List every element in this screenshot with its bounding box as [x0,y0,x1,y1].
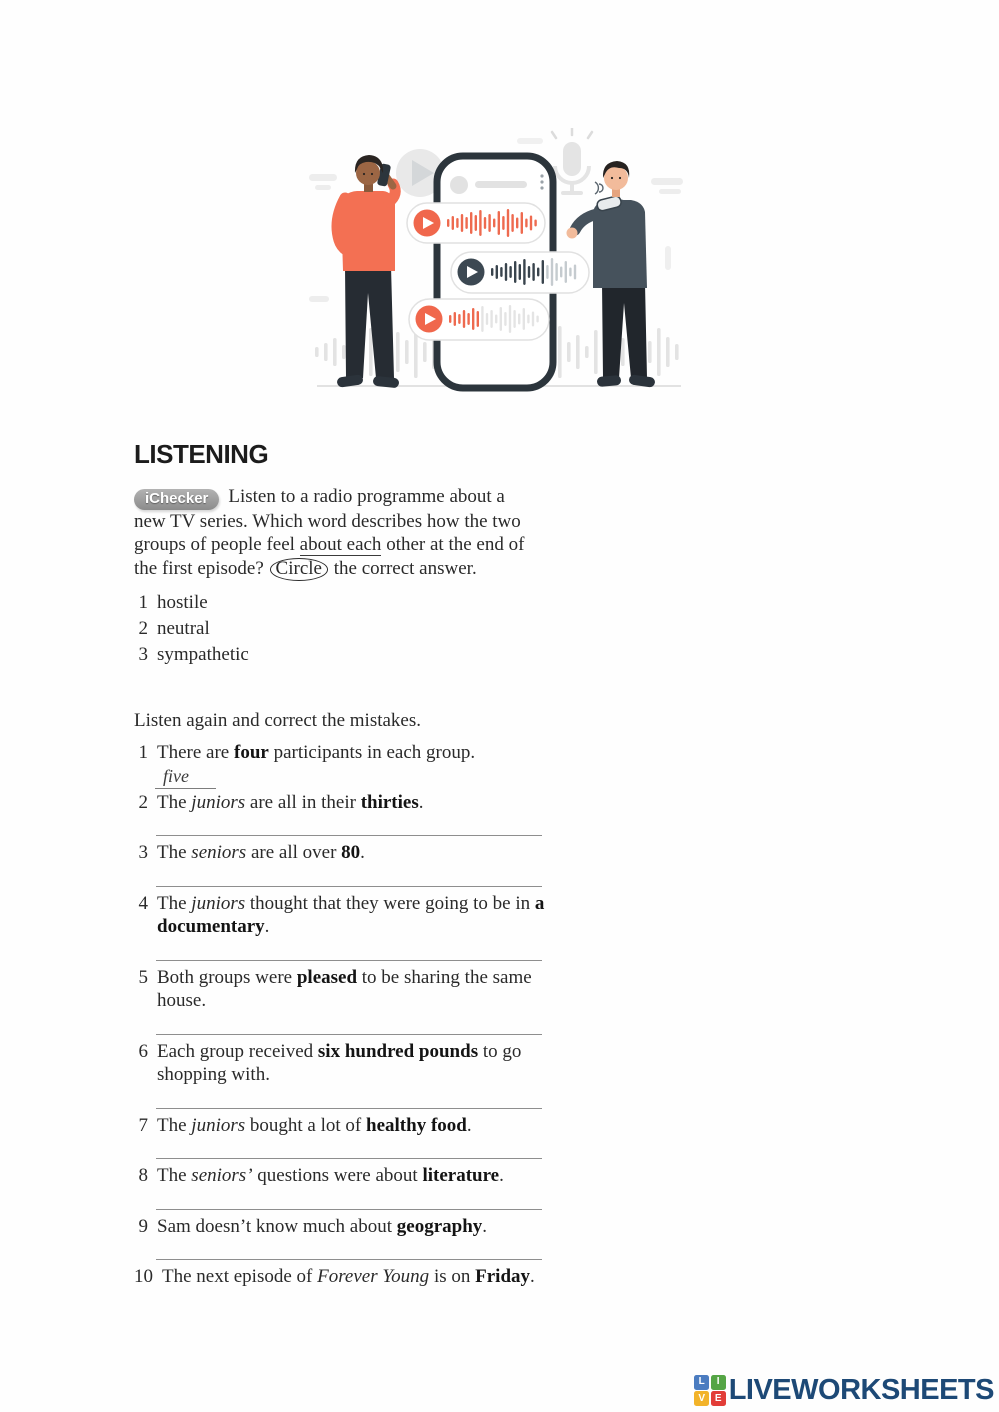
correction-item [134,966,546,1038]
text-segment: 80 [341,842,361,864]
exercise1-instructions [134,485,536,581]
liveworksheets-logo[interactable] [694,1374,994,1407]
kebab-menu-icon [540,174,543,189]
item-text [157,966,546,1038]
text-segment: healthy food [366,1114,467,1136]
item-number: 7 [138,1114,148,1136]
text-segment: to be sharing the same house. [157,966,532,1012]
voice-messages-illustration [309,128,689,398]
text-segment: The next episode of [162,1266,318,1288]
text-segment: literature [422,1165,500,1187]
answer-line[interactable] [156,1259,542,1260]
text-segment: Friday [475,1266,531,1288]
correction-item [134,1164,546,1213]
correction-item [134,1265,546,1289]
answer-line[interactable] [156,835,542,836]
text-segment: . [418,791,424,813]
voice-message-bubble-3 [409,299,549,340]
item-number: 4 [138,892,148,914]
correction-item [134,741,546,789]
text-segment: . [264,916,270,938]
ichecker-badge: iChecker [134,489,219,510]
text-segment: four [234,742,269,764]
text-segment: juniors [191,1114,246,1136]
text-segment: participants in each group. [268,742,476,764]
logo-square-l: L [694,1375,709,1390]
text-segment: . [360,842,365,864]
option-row[interactable] [134,616,546,642]
text-segment: bought a lot of [245,1114,367,1136]
answer-line[interactable] [156,1209,542,1210]
item-number: 8 [138,1165,148,1187]
text-segment: . [482,1215,488,1237]
logo-square-i: I [711,1375,726,1390]
text-segment: seniors’ [191,1165,253,1187]
text-segment: thirties [360,791,419,813]
text-segment: The [157,791,192,813]
correction-item [134,841,546,890]
sound-waves-icon [595,182,603,194]
item-text [157,892,546,964]
text-segment: the correct answer. [328,557,477,579]
answer-line-filled[interactable]: five [155,765,216,789]
option-label[interactable]: neutral [157,617,210,639]
answer-line[interactable] [156,1034,542,1035]
item-number: 5 [138,966,148,988]
voice-messages-svg [309,128,689,398]
item-number: 10 [134,1266,153,1288]
text-segment: thought that they were going to be in [245,892,535,914]
liveworksheets-brand-text: LIVEWORKSHEETS [728,1374,994,1406]
correction-item [134,1215,546,1264]
option-label[interactable]: sympathetic [157,643,249,665]
correction-item [134,1114,546,1163]
text-segment: questions were about [252,1165,423,1187]
circled-word: Circle [270,558,328,581]
text-segment: geography [396,1215,483,1237]
answer-line[interactable] [156,1108,542,1109]
text-segment: . [530,1266,535,1288]
item-text [157,1114,546,1163]
item-text [157,1040,546,1112]
item-text [157,841,546,890]
answer-options-list [134,590,546,668]
logo-square-e: E [711,1391,726,1406]
option-row[interactable] [134,590,546,616]
text-segment: Sam doesn’t know much about [157,1215,397,1237]
microphone-icon [552,128,592,193]
voice-message-bubble-2 [451,252,589,293]
correction-item [134,1040,546,1112]
text-segment: The [157,892,192,914]
option-row[interactable] [134,642,546,668]
text-segment: juniors [191,892,246,914]
avatar [450,176,468,194]
item-text [157,1215,546,1264]
option-number: 1 [138,591,148,613]
correction-item [134,892,546,964]
text-segment: juniors [191,791,246,813]
option-number: 3 [138,643,148,665]
answer-line[interactable] [156,960,542,961]
text-segment: The [157,1165,192,1187]
item-number: 6 [138,1040,148,1062]
item-text [157,791,546,840]
section-heading: LISTENING [134,439,269,469]
text-segment: . [499,1165,504,1187]
text-segment: to go shopping with. [157,1040,522,1086]
item-text [162,1265,546,1289]
worksheet-content [134,440,546,1291]
text-segment: other at the end of the first episode? [134,534,525,579]
option-number: 2 [138,617,148,639]
text-segment: The [157,1114,192,1136]
text-segment: The [157,842,192,864]
text-segment: seniors [191,842,247,864]
item-number: 2 [138,791,148,813]
exercise2-instructions: Listen again and correct the mistakes. [134,709,422,731]
text-segment: are all over [246,842,342,864]
text-segment: six hundred pounds [317,1040,479,1062]
text-segment: Each group received [157,1040,318,1062]
text-segment: about each [299,534,382,556]
text-segment: Forever Young [317,1266,430,1288]
answer-line[interactable] [156,1158,542,1159]
answer-line[interactable] [156,886,542,887]
item-number: 3 [138,842,148,864]
text-segment: are all in their [245,791,361,813]
logo-square-v: V [694,1391,709,1406]
text-segment: Both groups were [157,966,297,988]
left-person [336,155,399,388]
item-text [157,741,546,789]
item-number: 1 [138,742,148,764]
item-text [157,1164,546,1213]
text-segment: is on [429,1266,476,1288]
text-segment: There are [157,742,234,764]
correction-items-list [134,741,546,1289]
correction-item [134,791,546,840]
text-segment: pleased [296,966,358,988]
text-segment: a documentary [157,892,545,938]
voice-message-bubble-1 [407,203,545,243]
liveworksheets-logo-icon [694,1375,726,1407]
text-segment: . [466,1114,472,1136]
option-label[interactable]: hostile [157,591,208,613]
item-number: 9 [138,1215,148,1237]
text-segment: Listen to a radio programme about a new TV series. Which word describes how the two groups of people feel [134,485,521,556]
